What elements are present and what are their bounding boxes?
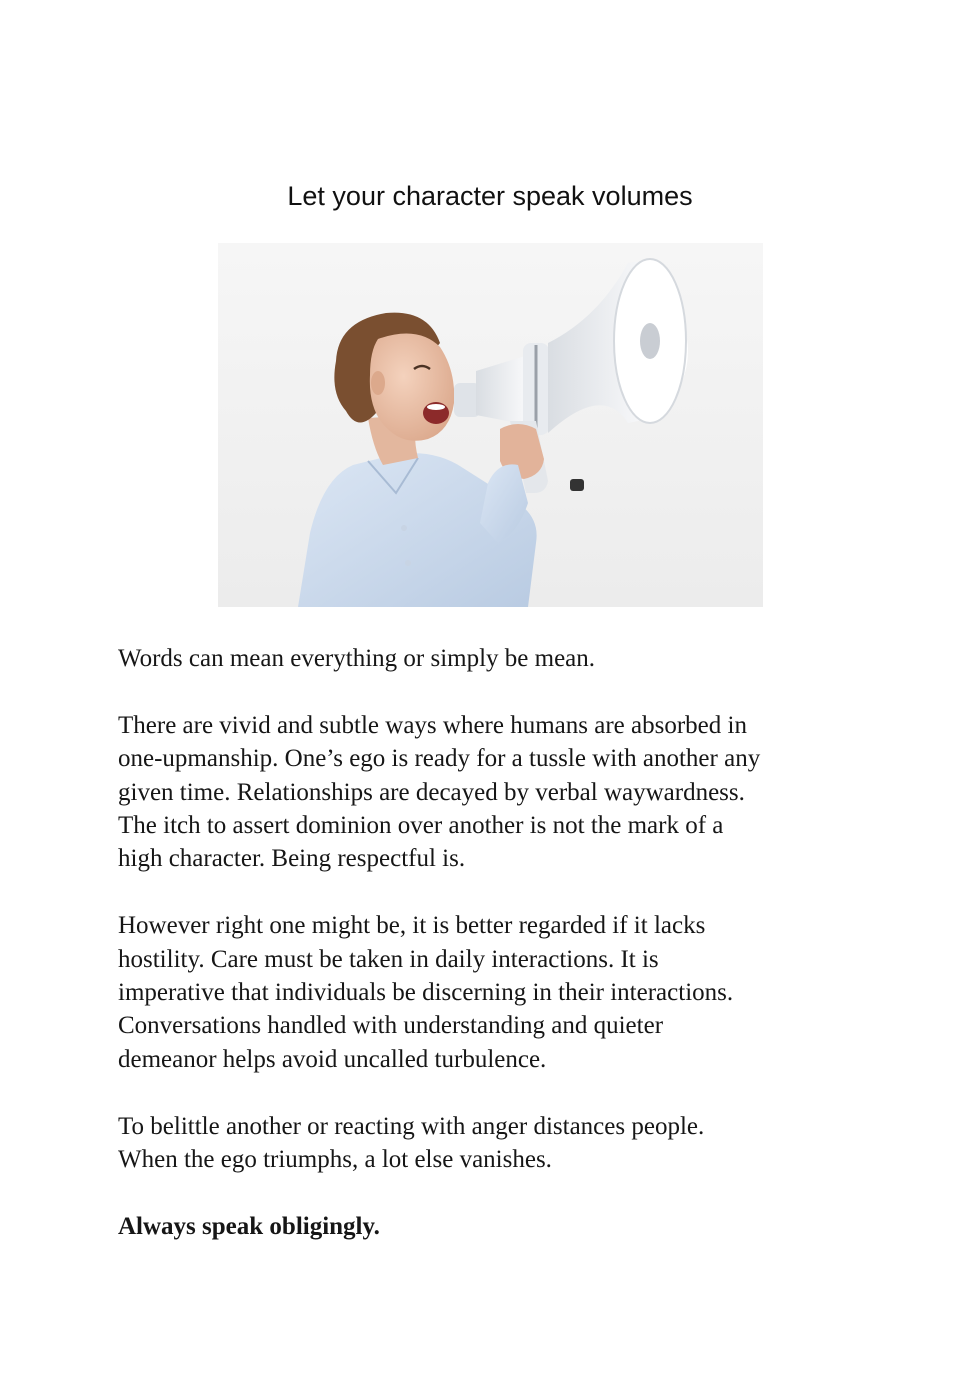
paragraph: [118, 1110, 878, 1177]
paragraph: [118, 642, 878, 675]
paragraph: [118, 909, 878, 1076]
text-line: demeanor helps avoid uncalled turbulence.: [118, 1045, 547, 1073]
megaphone-photo: [218, 243, 763, 607]
text-line: Words can mean everything or simply be mean.: [118, 645, 596, 672]
page-title: Let your character speak volumes: [287, 181, 693, 211]
woman-with-megaphone-illustration: [218, 243, 763, 607]
text-line: There are vivid and subtle ways where humans are absorbed in: [118, 711, 747, 739]
text-line: To belittle another or reacting with anger distances people.: [118, 1112, 705, 1140]
text-line: high character. Being respectful is.: [118, 845, 466, 873]
text-line: Conversations handled with understanding and quieter: [118, 1012, 664, 1040]
text-line: imperative that individuals be discerning in their interactions.: [118, 979, 734, 1007]
text-line: given time. Relationships are decayed by verbal waywardness.: [118, 778, 745, 806]
article-body: [118, 642, 878, 1243]
text-line: When the ego triumphs, a lot else vanishes.: [118, 1146, 552, 1174]
text-line: However right one might be, it is better regarded if it lacks: [118, 912, 706, 940]
text-line: hostility. Care must be taken in daily interactions. It is: [118, 945, 659, 973]
paragraph: [118, 709, 878, 876]
text-line: The itch to assert dominion over another is not the mark of a: [118, 812, 724, 840]
text-line: one-upmanship. One’s ego is ready for a tussle with another any: [118, 745, 761, 773]
closing-statement: Always speak obligingly.: [118, 1212, 380, 1240]
